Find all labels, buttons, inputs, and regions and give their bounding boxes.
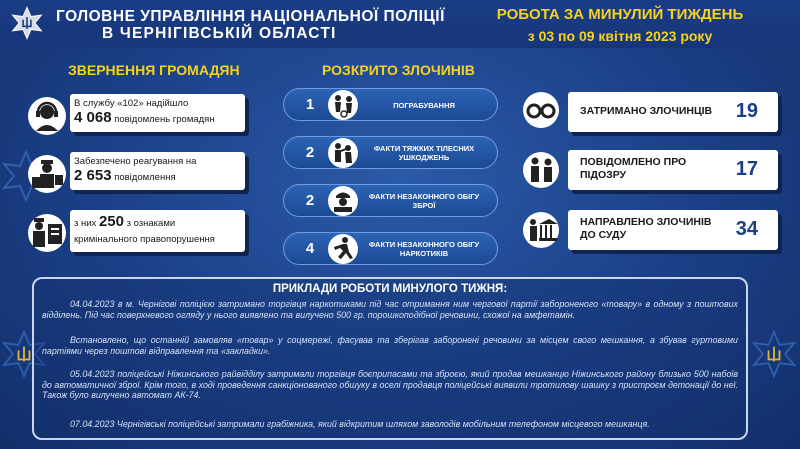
solved-item-weapons (283, 184, 498, 217)
police-officer-icon (28, 155, 66, 193)
example-paragraph: 05.04.2023 поліцейські Ніжинського райвідділу затримали торгівця боєприпасами та зброєю, який продав мешканцю Ніжинського району близько 500 набоїв до автоматичної зброї. Крім того, в ході проведення санкціонованого обшуку в оселі продавця поліцейські виявили тротилову шашку з пристроєм детонації до неї. Також було вилучено автомат АК-74. (42, 369, 738, 401)
solved-label: ПОГРАБУВАННЯ (393, 101, 455, 110)
police-badge-icon (28, 214, 66, 252)
card-caption-rest: повідомлень громадян (114, 114, 215, 125)
solved-label: ФАКТИ НЕЗАКОННОГО ОБІГУ ЗБРОЇ (368, 192, 480, 210)
solved-count: 4 (305, 240, 315, 257)
examples-panel (32, 277, 748, 440)
assault-icon (328, 138, 358, 168)
organization-name: ГОЛОВНЕ УПРАВЛІННЯ НАЦІОНАЛЬНОЇ ПОЛІЦІЇ (56, 8, 445, 25)
calls-count: 4 068 (74, 109, 112, 126)
handcuffs-icon (523, 92, 559, 128)
citizens-card-response (70, 152, 245, 190)
stat-label: ЗАТРИМАНО ЗЛОЧИНЦІВ (580, 105, 713, 117)
example-paragraph: 07.04.2023 Чернігівські поліцейські затримали грабіжника, який відкритим шляхом заволодів мобільним телефоном місцевого мешканця. (70, 419, 650, 429)
stat-card-detained (568, 92, 778, 132)
stat-value: 34 (735, 218, 758, 240)
solved-count: 2 (305, 144, 315, 161)
card-caption-pre: з них (74, 218, 97, 229)
headset-operator-icon (28, 97, 66, 135)
solved-item-robbery (283, 88, 498, 121)
header-bar (0, 0, 800, 48)
suspicion-icon (523, 152, 559, 188)
solved-heading: РОЗКРИТО ЗЛОЧИНІВ (322, 62, 475, 78)
example-paragraph: Встановлено, що останній замовляв «товар» у соцмережі, фасував та зберігав заборонені речовини за місцем свого мешкання, а збував гуртовими партіями через поштові відправлення та «закладки». (42, 335, 738, 356)
stat-value: 19 (735, 100, 758, 122)
card-caption: Забезпечено реагування на (74, 156, 197, 167)
solved-label: ФАКТИ НЕЗАКОННОГО ОБІГУ НАРКОТИКІВ (368, 240, 480, 258)
response-count: 2 653 (74, 167, 112, 184)
solved-item-drugs (283, 232, 498, 265)
solved-label: ФАКТИ ТЯЖКИХ ТІЛЕСНИХ УШКОДЖЕНЬ (373, 144, 475, 162)
stat-card-suspicion (568, 150, 778, 190)
stat-card-court (568, 210, 778, 250)
solved-count: 1 (305, 96, 315, 113)
court-icon (523, 212, 559, 248)
police-emblem-icon (10, 6, 44, 40)
citizens-heading: ЗВЕРНЕННЯ ГРОМАДЯН (68, 62, 240, 78)
weapon-icon (328, 186, 358, 216)
organization-region: В ЧЕРНІГІВСЬКІЙ ОБЛАСТІ (102, 25, 337, 42)
solved-item-assault (283, 136, 498, 169)
citizens-card-102 (70, 94, 245, 132)
citizens-card-criminal (70, 210, 245, 252)
stat-value: 17 (735, 158, 758, 180)
robbery-icon (328, 90, 358, 120)
report-period: з 03 по 09 квітня 2023 року (527, 28, 713, 44)
example-paragraph: 04.04.2023 в м. Чернігові поліцією затримано торгівця наркотиками під час отримання ним чергової партії забороненого «товару» в одному з поштових відділень. Під час поверхневого огляду у нього виявлено та вилучено 500 гр. порошкоподібної речовини, схожої на амфетамін. (42, 299, 738, 320)
card-caption-rest: повідомлення (114, 172, 176, 183)
solved-count: 2 (305, 192, 315, 209)
examples-title: ПРИКЛАДИ РОБОТИ МИНУЛОГО ТИЖНЯ: (272, 283, 508, 295)
card-caption-rest: з ознаками (126, 218, 176, 229)
stat-label: ПОВІДОМЛЕНО ПРО ПІДОЗРУ (580, 156, 687, 181)
card-caption: В службу «102» надійшло (74, 98, 189, 109)
police-emblem-watermark-icon (752, 330, 796, 378)
page-title: РОБОТА ЗА МИНУЛИЙ ТИЖДЕНЬ (496, 6, 744, 23)
criminal-count: 250 (98, 213, 124, 230)
stat-label: НАПРАВЛЕНО ЗЛОЧИНІВ ДО СУДУ (580, 216, 712, 241)
card-caption-line2: кримінального правопорушення (74, 234, 215, 245)
drugs-icon (328, 234, 358, 264)
